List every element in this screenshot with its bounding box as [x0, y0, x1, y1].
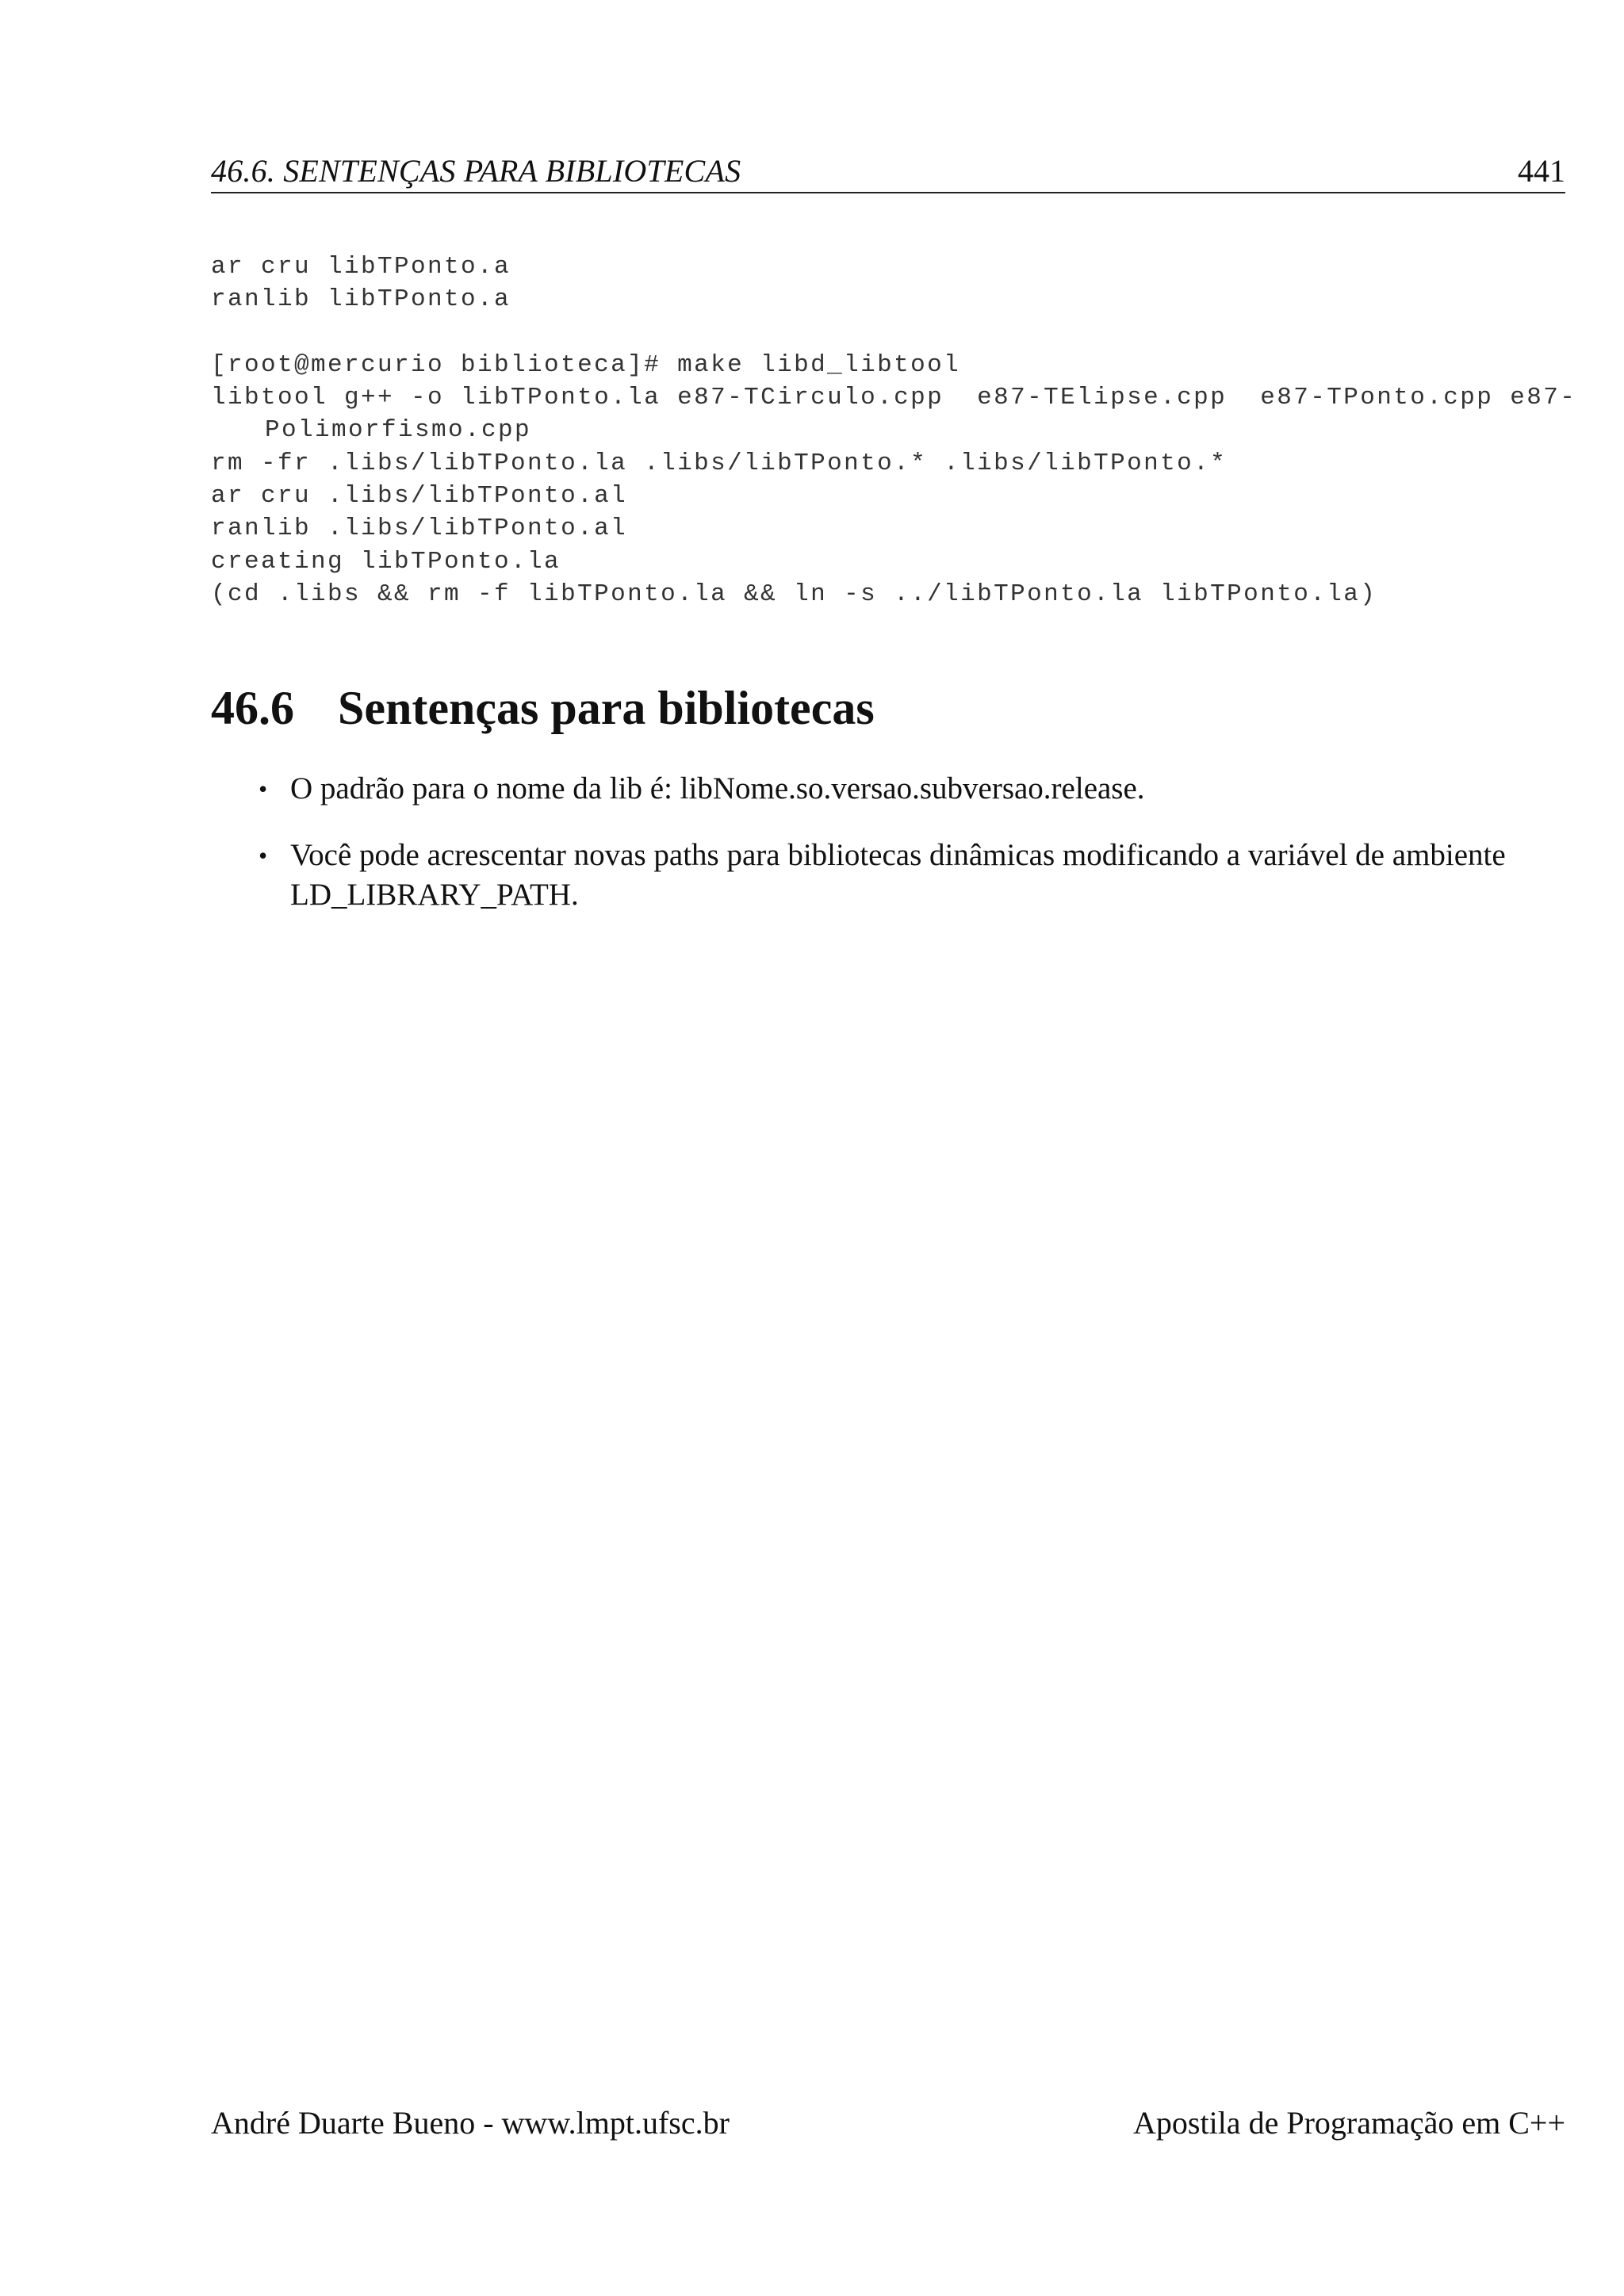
code-line: ar cru libTPonto.a [211, 253, 511, 281]
page-number: 441 [1518, 153, 1565, 189]
code-line: rm -fr .libs/libTPonto.la .libs/libTPonto.* .libs/libTPonto.* [211, 449, 1228, 477]
section-number: 46.6 [211, 682, 294, 734]
code-line: libtool g++ -o libTPonto.la e87-TCirculo.cpp e87-TElipse.cpp e87-TPonto.cpp e87- [211, 384, 1577, 412]
section-heading [211, 682, 875, 734]
bullet-list [211, 769, 1565, 942]
code-listing [211, 251, 1575, 610]
list-item [211, 769, 1565, 809]
list-item-text: Você pode acrescentar novas paths para bibliotecas dinâmicas modificando a variável de ambiente LD_LIBRARY_PATH. [290, 838, 1506, 912]
running-header-title: 46.6. SENTENÇAS PARA BIBLIOTECAS [211, 153, 741, 189]
code-line [211, 316, 1575, 349]
bullet-icon: • [259, 841, 268, 870]
footer-book-title: Apostila de Programação em C++ [1133, 2105, 1565, 2141]
code-line: creating libTPonto.la [211, 547, 561, 576]
bullet-icon: • [259, 775, 268, 803]
code-line: (cd .libs && rm -f libTPonto.la && ln -s ../libTPonto.la libTPonto.la) [211, 580, 1377, 608]
section-title: Sentenças para bibliotecas [338, 682, 875, 734]
code-line: ranlib .libs/libTPonto.al [211, 515, 628, 543]
running-header [211, 149, 1565, 193]
list-item-text: O padrão para o nome da lib é: libNome.so.versao.subversao.release. [290, 771, 1145, 806]
footer-author: André Duarte Bueno - www.lmpt.ufsc.br [211, 2105, 730, 2141]
code-line: [root@mercurio biblioteca]# make libd_libtool [211, 350, 961, 379]
code-line-continuation: Polimorfismo.cpp [265, 416, 532, 445]
list-item [211, 836, 1565, 915]
code-line: ranlib libTPonto.a [211, 285, 511, 314]
code-line: ar cru .libs/libTPonto.al [211, 482, 628, 511]
